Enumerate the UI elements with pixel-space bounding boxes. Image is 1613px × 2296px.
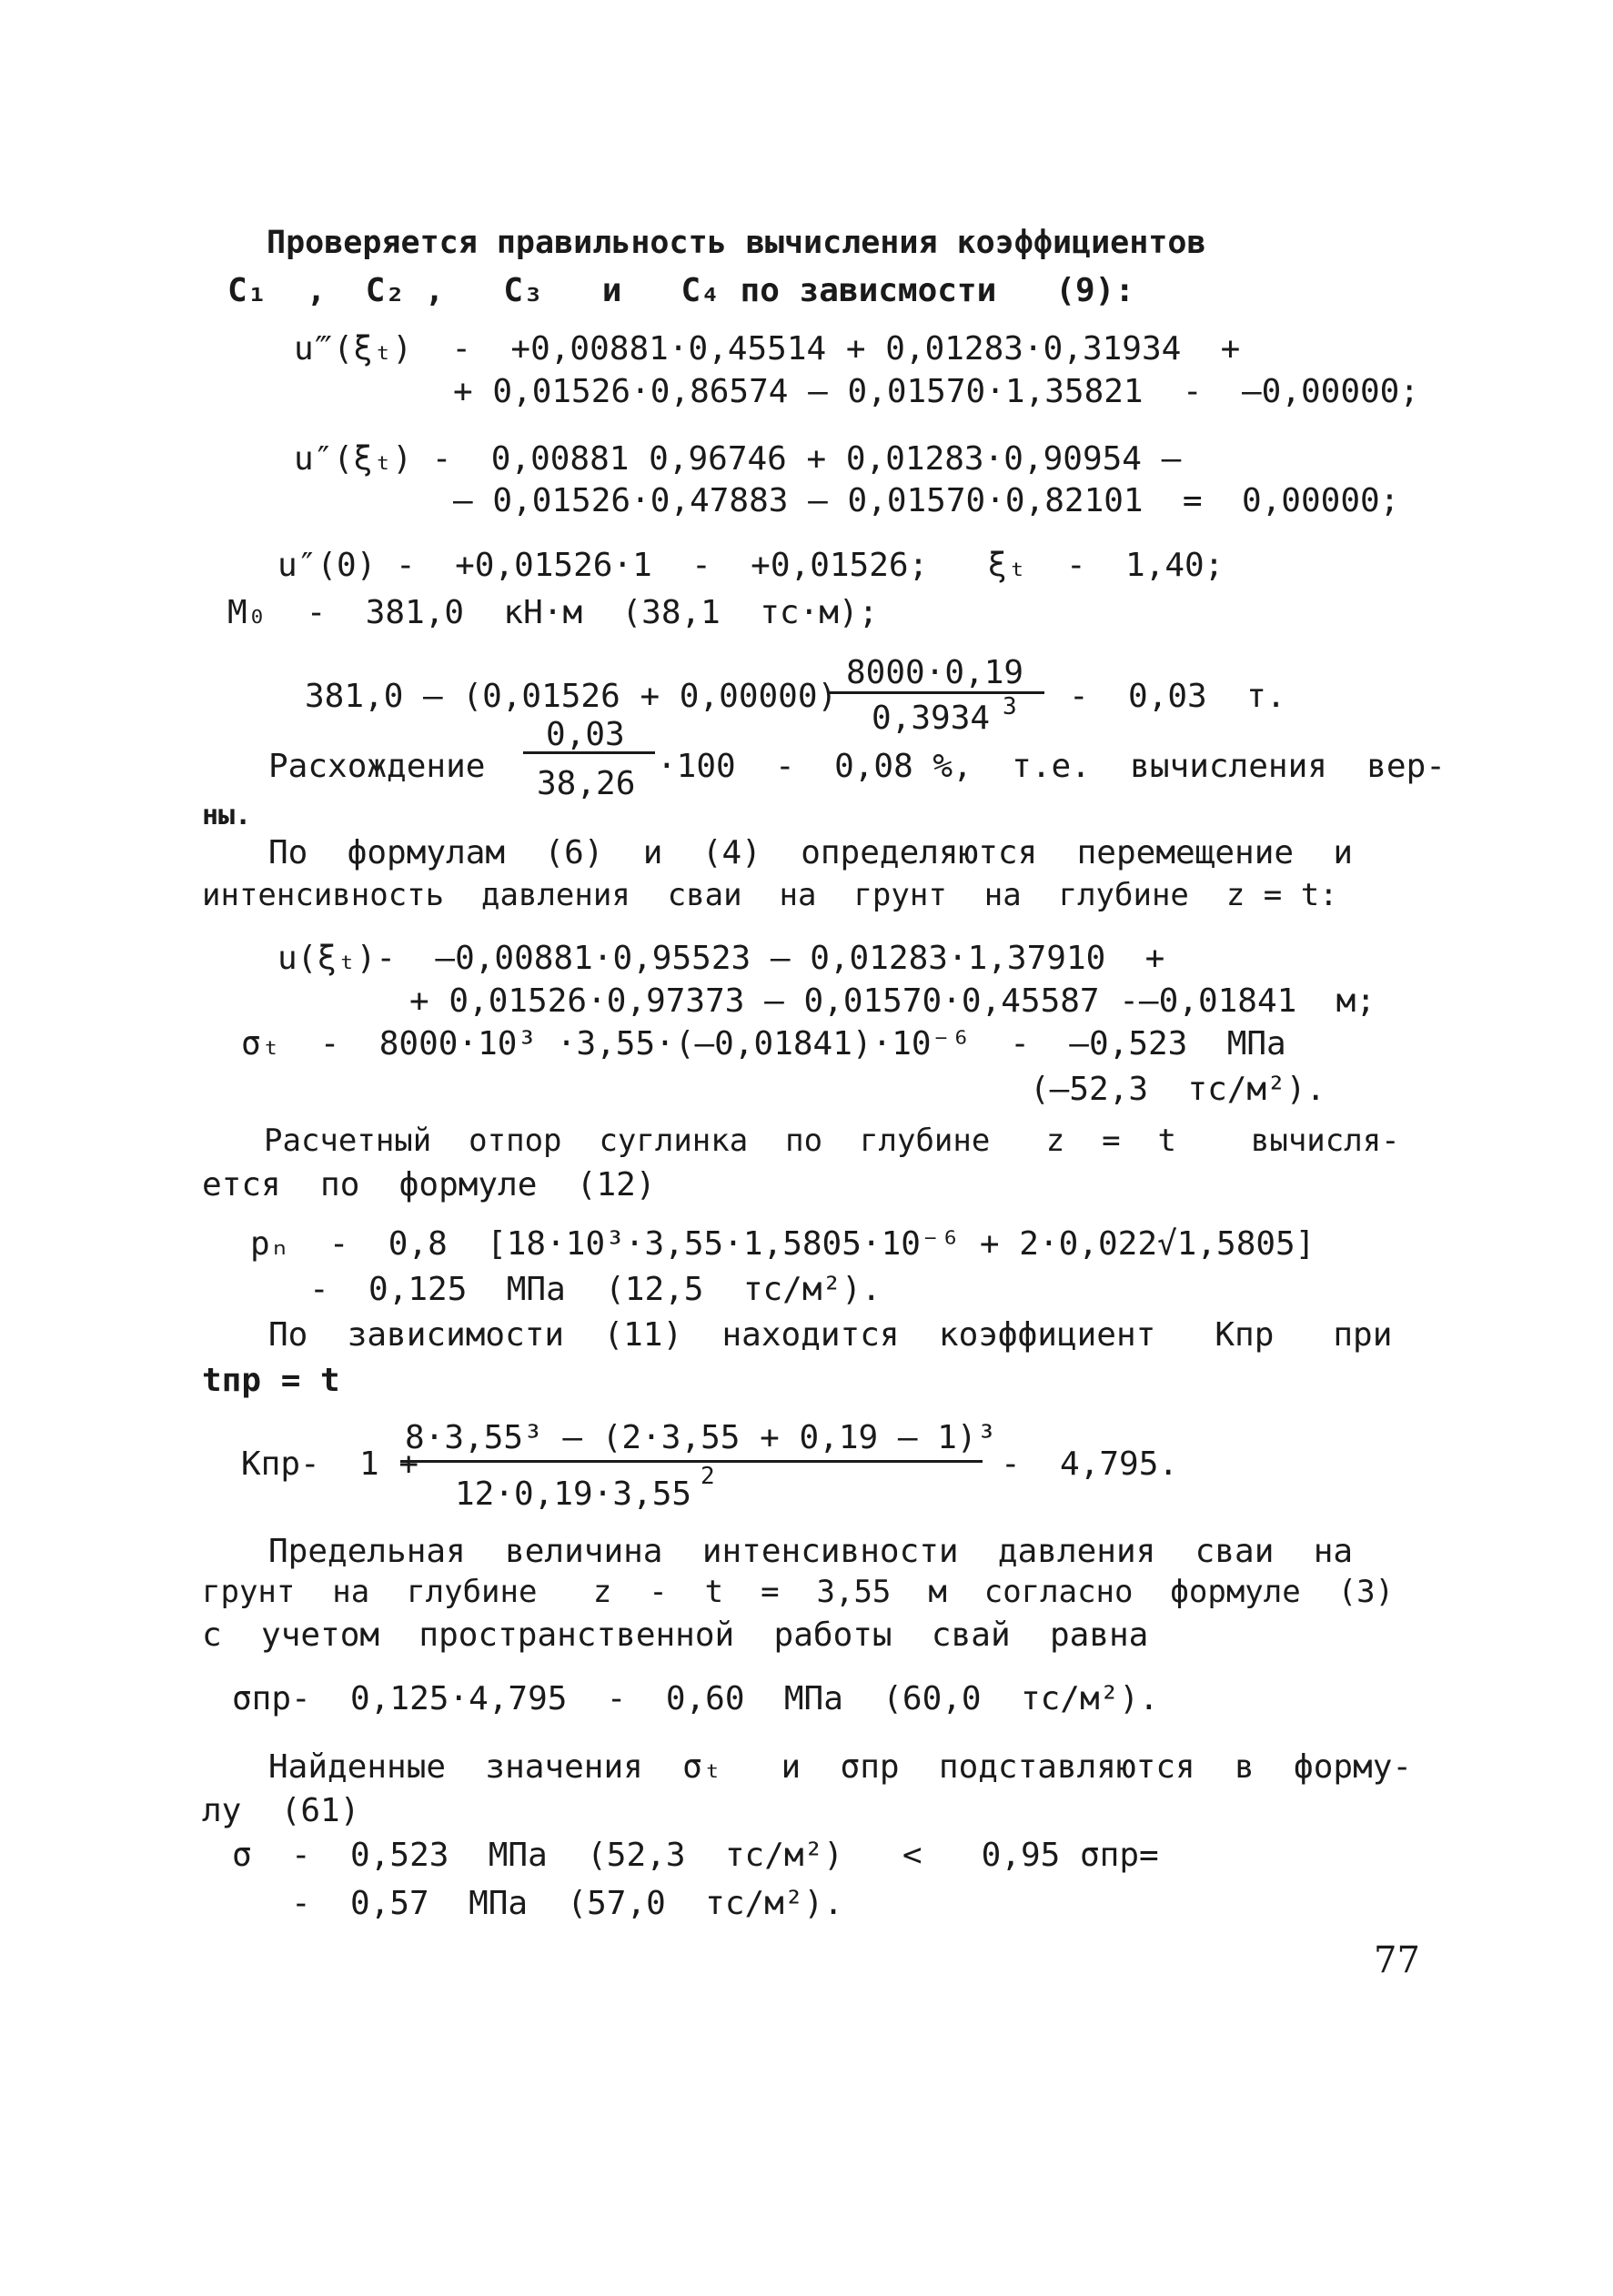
formula-line: - 0,03 т. bbox=[1069, 678, 1286, 715]
text-line: tпр = t bbox=[202, 1362, 340, 1399]
formula-line: - 0,57 МПа (57,0 тс/м²). bbox=[291, 1885, 843, 1922]
text-line: Предельная величина интенсивности давления сваи на bbox=[268, 1533, 1354, 1570]
fraction-numerator: 0,03 bbox=[546, 716, 625, 753]
formula-line: u‴(ξₜ) - +0,00881·0,45514 + 0,01283·0,31934 + bbox=[294, 330, 1241, 368]
text-line: Расхождение bbox=[268, 748, 486, 785]
formula-line: σₜ - 8000·10³ ·3,55·(–0,01841)·10⁻⁶ - –0,523 МПа bbox=[241, 1025, 1286, 1062]
fraction-bar bbox=[400, 1460, 983, 1463]
text-line: C₁ , C₂ , C₃ и C₄ по зависмости (9): bbox=[227, 272, 1134, 309]
text-line: Расчетный отпор суглинка по глубине z = t вычисля- bbox=[264, 1123, 1400, 1159]
formula-line: - 4,795. bbox=[1001, 1445, 1179, 1483]
formula-line: pₙ - 0,8 [18·10³·3,55·1,5805·10⁻⁶ + 2·0,022√1,5805] bbox=[250, 1225, 1316, 1263]
text-line: интенсивность давления сваи на грунт на глубине z = t: bbox=[202, 877, 1338, 913]
fraction-bar bbox=[523, 751, 655, 754]
fraction-denominator: 38,26 bbox=[537, 765, 636, 802]
text-line: По зависимости (11) находится коэффициент Kпр при bbox=[268, 1316, 1393, 1354]
text-line: грунт на глубине z - t = 3,55 м согласно формуле (3) bbox=[202, 1574, 1395, 1610]
formula-line: + 0,01526·0,97373 – 0,01570·0,45587 -–0,01841 м; bbox=[409, 982, 1376, 1020]
text-line: лу (61) bbox=[202, 1792, 360, 1829]
formula-line: + 0,01526·0,86574 – 0,01570·1,35821 - –0,00000; bbox=[453, 373, 1420, 410]
formula-line: - 0,125 МПа (12,5 тс/м²). bbox=[309, 1271, 882, 1308]
text-line: Найденные значения σₜ и σпр подставляются в форму- bbox=[268, 1748, 1413, 1786]
superscript: 2 bbox=[701, 1463, 715, 1490]
formula-line: 381,0 – (0,01526 + 0,00000) bbox=[305, 678, 838, 715]
text-line: По формулам (6) и (4) определяются перемещение и bbox=[268, 834, 1354, 871]
formula-line: u(ξₜ)- –0,00881·0,95523 – 0,01283·1,37910 + bbox=[277, 940, 1165, 977]
superscript: 3 bbox=[1003, 693, 1017, 720]
formula-line: Kпр- 1 + bbox=[241, 1445, 419, 1483]
formula-line: M₀ - 381,0 кН·м (38,1 тс·м); bbox=[227, 594, 879, 631]
text-line: ·100 - 0,08 %, т.е. вычисления вер- bbox=[657, 748, 1446, 785]
fraction-denominator: 0,3934 bbox=[872, 700, 991, 737]
text-line: ны. bbox=[202, 800, 252, 831]
page-number: 77 bbox=[1374, 1939, 1420, 1981]
formula-line: (–52,3 тс/м²). bbox=[1030, 1071, 1326, 1108]
formula-line: u″(ξₜ) - 0,00881 0,96746 + 0,01283·0,90954 – bbox=[294, 440, 1182, 478]
fraction-denominator: 12·0,19·3,55 bbox=[455, 1475, 692, 1513]
fraction-numerator: 8·3,55³ – (2·3,55 + 0,19 – 1)³ bbox=[405, 1419, 997, 1456]
text-line: с учетом пространственной работы свай равна bbox=[202, 1616, 1149, 1654]
formula-line: σ - 0,523 МПа (52,3 тс/м²) < 0,95 σпр= bbox=[232, 1837, 1159, 1874]
text-line: Проверяется правильность вычисления коэффициентов bbox=[267, 225, 1206, 261]
formula-line: σпр- 0,125·4,795 - 0,60 МПа (60,0 тс/м²). bbox=[232, 1680, 1159, 1717]
text-line: ется по формуле (12) bbox=[202, 1166, 656, 1203]
fraction-numerator: 8000·0,19 bbox=[846, 654, 1024, 691]
formula-line: u″(0) - +0,01526·1 - +0,01526; ξₜ - 1,40; bbox=[277, 547, 1225, 584]
formula-line: – 0,01526·0,47883 – 0,01570·0,82101 = 0,00000; bbox=[453, 482, 1400, 519]
